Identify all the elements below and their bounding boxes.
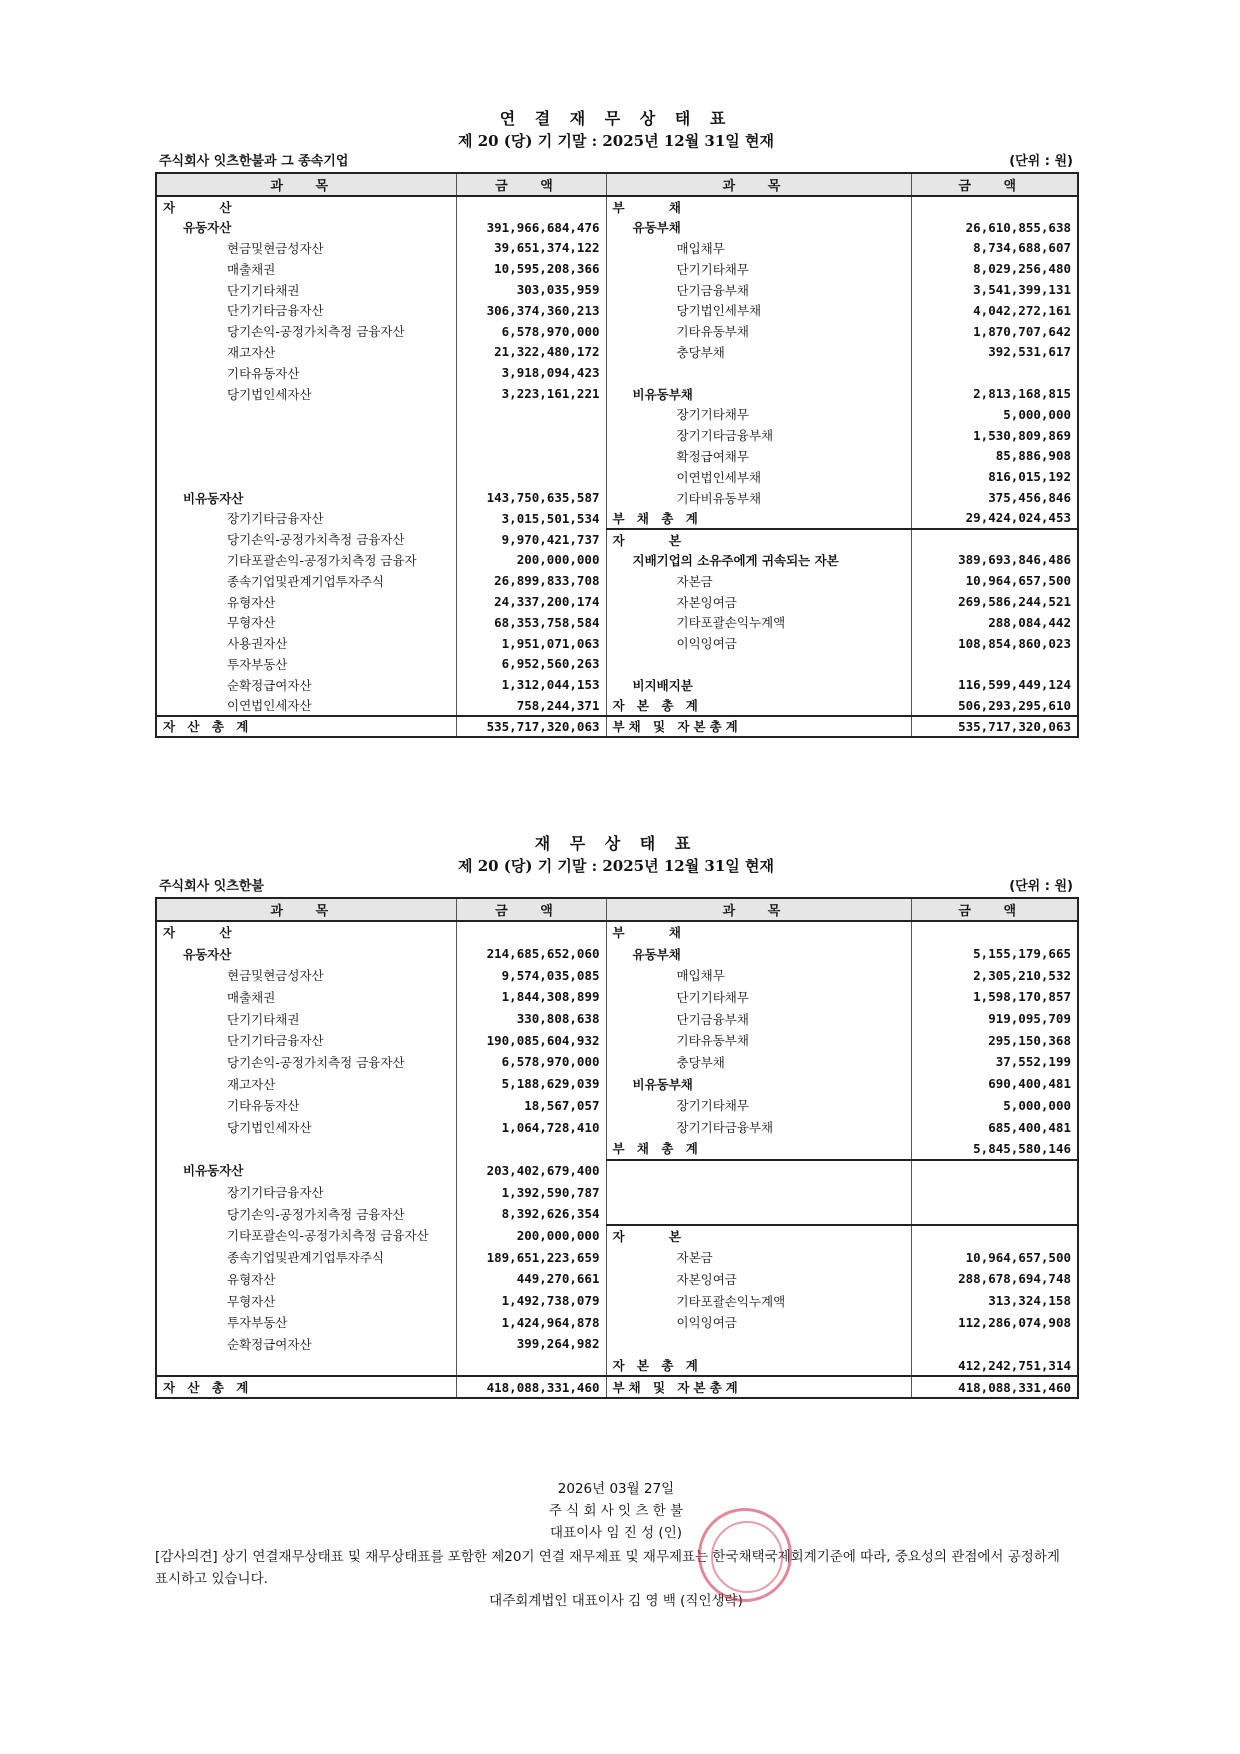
amount-value: 37,552,199	[995, 1054, 1071, 1070]
amount-value: 1,424,964,878	[456, 1311, 606, 1333]
account-name: 사용권자산	[156, 633, 456, 654]
account-name: 이익잉여금	[606, 1311, 911, 1333]
amount-value: 295,150,368	[988, 1032, 1071, 1048]
account-name	[606, 1160, 911, 1182]
ceo-signature: 대표이사 임 진 성 (인)	[549, 1525, 683, 1541]
amount-value: 418,088,331,460	[456, 1376, 606, 1398]
table-row	[156, 279, 1078, 300]
account-name: 기타유동자산	[156, 362, 456, 383]
separate-table	[155, 897, 1079, 1399]
account-name: 무형자산	[156, 612, 456, 633]
table-row	[156, 258, 1078, 279]
account-name: 기타포괄손익누계액	[606, 612, 911, 633]
amount-value	[456, 404, 606, 425]
amount-value: 18,567,057	[456, 1095, 606, 1117]
table-row	[156, 612, 1078, 633]
table-row	[156, 342, 1078, 363]
amount-value: 200,000,000	[456, 1225, 606, 1247]
amount-value: 26,899,833,708	[456, 570, 606, 591]
table-row	[156, 1095, 1078, 1117]
amount-value: 29,424,024,453	[911, 508, 1078, 529]
amount-value	[911, 196, 1078, 217]
amount-value: 535,717,320,063	[911, 716, 1078, 737]
amount-value: 506,293,295,610	[958, 697, 1071, 713]
table-row	[156, 1246, 1078, 1268]
account-name	[156, 466, 456, 487]
account-name: 자 본 총 계	[606, 695, 911, 716]
account-name	[156, 1355, 456, 1377]
table-row	[156, 964, 1078, 986]
account-name: 지배기업의 소유주에게 귀속되는 자본	[606, 550, 911, 571]
amount-value: 4,042,272,161	[973, 302, 1071, 318]
amount-value: 389,693,846,486	[958, 552, 1071, 568]
account-name: 부 채 총 계	[606, 508, 911, 529]
table-row	[156, 1311, 1078, 1333]
account-name: 단기금융부채	[606, 279, 911, 300]
consolidated-company: 주식회사 잇츠한불과 그 종속기업	[159, 154, 349, 169]
table-row	[156, 1160, 1078, 1182]
account-name: 기타포괄손익-공정가치측정 금융자산	[156, 1225, 456, 1247]
amount-value: 2,305,210,532	[973, 967, 1071, 983]
account-name: 순확정급여자산	[156, 674, 456, 695]
consolidated-body	[156, 196, 1078, 737]
amount-value	[456, 1138, 606, 1160]
amount-value: 214,685,652,060	[456, 943, 606, 965]
account-name: 단기기타채무	[606, 258, 911, 279]
table-row	[156, 446, 1078, 467]
account-name: 유동부채	[606, 217, 911, 238]
table-row	[156, 1029, 1078, 1051]
account-name: 장기기타금융자산	[156, 508, 456, 529]
table-row	[156, 300, 1078, 321]
account-name: 자본잉여금	[606, 1268, 911, 1290]
table-row	[156, 1116, 1078, 1138]
table-row	[156, 238, 1078, 259]
amount-value: 6,578,970,000	[456, 1051, 606, 1073]
account-name: 현금및현금성자산	[156, 238, 456, 259]
amount-value: 391,966,684,476	[456, 217, 606, 238]
separate-company: 주식회사 잇츠한불	[159, 879, 264, 894]
amount-value: 330,808,638	[456, 1008, 606, 1030]
table-row	[156, 550, 1078, 571]
table-row	[156, 217, 1078, 238]
amount-value: 5,155,179,665	[973, 946, 1071, 962]
amount-value	[456, 446, 606, 467]
account-name	[606, 1203, 911, 1225]
amount-value: 1,870,707,642	[973, 323, 1071, 339]
separate-meta	[155, 877, 1077, 897]
table-row	[156, 1355, 1078, 1377]
table-row	[156, 362, 1078, 383]
amount-value: 9,574,035,085	[456, 964, 606, 986]
account-name: 비유동자산	[156, 1160, 456, 1182]
table-row	[156, 695, 1078, 716]
account-name: 충당부채	[606, 342, 911, 363]
amount-value: 392,531,617	[988, 344, 1071, 360]
account-name: 부 채 총 계	[606, 1138, 911, 1160]
account-name	[156, 404, 456, 425]
consolidated-meta	[155, 152, 1077, 172]
account-name	[606, 1181, 911, 1203]
account-name: 이연법인세부채	[606, 466, 911, 487]
amount-value: 288,678,694,748	[958, 1271, 1071, 1287]
account-name: 당기손익-공정가치측정 금융자산	[156, 1051, 456, 1073]
account-name: 비유동부채	[606, 1073, 911, 1095]
amount-value	[456, 921, 606, 943]
table-row	[156, 570, 1078, 591]
amount-value: 68,353,758,584	[456, 612, 606, 633]
amount-value: 5,000,000	[1003, 1097, 1071, 1113]
amount-value: 313,324,158	[988, 1293, 1071, 1309]
amount-value: 5,845,580,146	[911, 1138, 1078, 1160]
amount-value: 306,374,360,213	[456, 300, 606, 321]
amount-value: 1,492,738,079	[456, 1290, 606, 1312]
auditor-signature: 대주회계법인 대표이사 김 영 백 (직인생략)	[489, 1593, 743, 1609]
amount-value: 816,015,192	[988, 469, 1071, 485]
consolidated-subtitle: 제 20 (당) 기 기말 : 2025년 12월 31일 현재	[457, 132, 774, 150]
amount-value: 1,844,308,899	[456, 986, 606, 1008]
company-seal-inner	[711, 1521, 783, 1593]
header-account: 과 목	[156, 173, 456, 196]
account-name: 당기법인세부채	[606, 300, 911, 321]
total-row	[156, 1376, 1078, 1398]
amount-value: 412,242,751,314	[958, 1357, 1071, 1373]
table-row	[156, 1333, 1078, 1355]
table-row	[156, 1073, 1078, 1095]
amount-value: 10,964,657,500	[965, 573, 1071, 589]
table-row	[156, 1008, 1078, 1030]
table-row	[156, 383, 1078, 404]
account-name: 자본금	[606, 570, 911, 591]
table-row	[156, 654, 1078, 675]
amount-value: 1,064,728,410	[456, 1116, 606, 1138]
amount-value	[456, 466, 606, 487]
account-name: 매입채무	[606, 964, 911, 986]
table-row	[156, 529, 1078, 550]
table-row	[156, 321, 1078, 342]
separate-unit: (단위 : 원)	[1009, 879, 1073, 894]
amount-value	[911, 362, 1078, 383]
account-name: 매입채무	[606, 238, 911, 259]
amount-value: 10,964,657,500	[965, 1249, 1071, 1265]
account-name: 유동부채	[606, 943, 911, 965]
amount-value: 8,392,626,354	[456, 1203, 606, 1225]
account-name: 자 본 총 계	[606, 1355, 911, 1377]
account-name: 투자부동산	[156, 654, 456, 675]
amount-value: 2,813,168,815	[973, 386, 1071, 402]
account-name: 현금및현금성자산	[156, 964, 456, 986]
account-name: 이연법인세자산	[156, 695, 456, 716]
amount-value: 200,000,000	[456, 550, 606, 571]
account-name	[606, 654, 911, 675]
account-name: 기타비유동부채	[606, 487, 911, 508]
amount-value: 3,223,161,221	[456, 383, 606, 404]
account-name: 기타유동부채	[606, 1029, 911, 1051]
amount-value: 108,854,860,023	[958, 635, 1071, 651]
account-name: 이익잉여금	[606, 633, 911, 654]
amount-value: 1,312,044,153	[456, 674, 606, 695]
table-row	[156, 921, 1078, 943]
amount-value: 10,595,208,366	[456, 258, 606, 279]
account-name: 당기손익-공정가치측정 금융자산	[156, 1203, 456, 1225]
account-name: 부 채	[606, 196, 911, 217]
account-name: 당기법인세자산	[156, 383, 456, 404]
header-account: 과 목	[606, 173, 911, 196]
table-row	[156, 1290, 1078, 1312]
header-amount: 금 액	[456, 898, 606, 921]
table-row	[156, 986, 1078, 1008]
company-name: 주 식 회 사 잇 츠 한 불	[548, 1503, 684, 1519]
amount-value: 9,970,421,737	[456, 529, 606, 550]
account-name: 당기법인세자산	[156, 1116, 456, 1138]
account-name: 자본잉여금	[606, 591, 911, 612]
header-account: 과 목	[156, 898, 456, 921]
account-name: 당기손익-공정가치측정 금융자산	[156, 529, 456, 550]
header-amount: 금 액	[911, 173, 1078, 196]
table-row	[156, 1225, 1078, 1247]
amount-value: 189,651,223,659	[456, 1246, 606, 1268]
account-name	[606, 1333, 911, 1355]
amount-value: 24,337,200,174	[456, 591, 606, 612]
table-row	[156, 508, 1078, 529]
amount-value: 8,029,256,480	[973, 261, 1071, 277]
table-row	[156, 1268, 1078, 1290]
amount-value	[911, 529, 1078, 550]
table-row	[156, 404, 1078, 425]
amount-value: 690,400,481	[988, 1076, 1071, 1092]
account-name	[156, 1138, 456, 1160]
account-name: 유형자산	[156, 591, 456, 612]
amount-value: 919,095,709	[988, 1011, 1071, 1027]
account-name	[156, 446, 456, 467]
amount-value: 6,952,560,263	[456, 654, 606, 675]
table-row	[156, 943, 1078, 965]
separate-subtitle: 제 20 (당) 기 기말 : 2025년 12월 31일 현재	[457, 857, 774, 875]
amount-value	[911, 1160, 1078, 1182]
amount-value	[911, 654, 1078, 675]
account-name: 단기금융부채	[606, 1008, 911, 1030]
table-row	[156, 633, 1078, 654]
account-name: 매출채권	[156, 986, 456, 1008]
account-name: 단기기타금융자산	[156, 300, 456, 321]
amount-value: 535,717,320,063	[456, 716, 606, 737]
account-name	[156, 425, 456, 446]
company-seal-stamp	[698, 1508, 792, 1602]
account-name: 투자부동산	[156, 1311, 456, 1333]
account-name: 장기기타금융자산	[156, 1181, 456, 1203]
amount-value	[911, 921, 1078, 943]
table-row	[156, 1138, 1078, 1160]
amount-value: 26,610,855,638	[965, 219, 1071, 235]
amount-value	[911, 1225, 1078, 1247]
table-row	[156, 1203, 1078, 1225]
amount-value	[911, 1181, 1078, 1203]
amount-value: 6,578,970,000	[456, 321, 606, 342]
amount-value	[911, 1203, 1078, 1225]
account-name: 비지배지분	[606, 674, 911, 695]
amount-value: 1,530,809,869	[973, 427, 1071, 443]
account-name: 자본금	[606, 1246, 911, 1268]
table-row	[156, 487, 1078, 508]
amount-value: 5,000,000	[1003, 406, 1071, 422]
amount-value	[456, 196, 606, 217]
account-name: 자 산 총 계	[156, 1376, 456, 1398]
account-name: 매출채권	[156, 258, 456, 279]
consolidated-unit: (단위 : 원)	[1009, 154, 1073, 169]
amount-value	[911, 1333, 1078, 1355]
amount-value: 5,188,629,039	[456, 1073, 606, 1095]
amount-value: 1,598,170,857	[973, 989, 1071, 1005]
amount-value: 418,088,331,460	[911, 1376, 1078, 1398]
account-name: 장기기타금융부채	[606, 425, 911, 446]
amount-value: 758,244,371	[456, 695, 606, 716]
report-date: 2026년 03월 27일	[557, 1481, 675, 1497]
separate-statement	[155, 833, 1077, 1399]
account-name: 무형자산	[156, 1290, 456, 1312]
amount-value: 3,015,501,534	[456, 508, 606, 529]
amount-value: 85,886,908	[995, 448, 1071, 464]
account-name: 장기기타채무	[606, 404, 911, 425]
header-amount: 금 액	[911, 898, 1078, 921]
account-name: 자 본	[606, 1225, 911, 1247]
account-name: 유동자산	[156, 217, 456, 238]
amount-value: 143,750,635,587	[456, 487, 606, 508]
table-row	[156, 1181, 1078, 1203]
consolidated-title: 연 결 재 무 상 태 표	[499, 109, 733, 128]
amount-value: 203,402,679,400	[456, 1160, 606, 1182]
table-row	[156, 466, 1078, 487]
account-name	[606, 362, 911, 383]
account-name: 기타포괄손익누계액	[606, 1290, 911, 1312]
separate-title: 재 무 상 태 표	[534, 834, 698, 853]
account-name: 재고자산	[156, 342, 456, 363]
table-row	[156, 674, 1078, 695]
account-name: 유동자산	[156, 943, 456, 965]
account-name: 당기손익-공정가치측정 금융자산	[156, 321, 456, 342]
audit-opinion: [감사의견] 상기 연결재무상태표 및 재무상태표를 포함한 제20기 연결 재무제표 및 재무제표는 한국채택국제회계기준에 따라, 중요성의 관점에서 공정하게 표시하고 있습니다.	[155, 1549, 1060, 1587]
amount-value: 190,085,604,932	[456, 1029, 606, 1051]
consolidated-statement	[155, 108, 1077, 738]
amount-value: 685,400,481	[988, 1119, 1071, 1135]
amount-value: 399,264,982	[456, 1333, 606, 1355]
account-name: 자 본	[606, 529, 911, 550]
account-name: 유형자산	[156, 1268, 456, 1290]
amount-value	[456, 425, 606, 446]
account-name: 충당부채	[606, 1051, 911, 1073]
table-row	[156, 1051, 1078, 1073]
amount-value: 21,322,480,172	[456, 342, 606, 363]
amount-value: 1,951,071,063	[456, 633, 606, 654]
account-name: 단기기타채권	[156, 279, 456, 300]
total-row	[156, 716, 1078, 737]
amount-value: 288,084,442	[988, 614, 1071, 630]
amount-value: 375,456,846	[988, 490, 1071, 506]
amount-value: 303,035,959	[456, 279, 606, 300]
amount-value: 269,586,244,521	[958, 594, 1071, 610]
account-name: 종속기업및관계기업투자주식	[156, 1246, 456, 1268]
account-name: 비유동부채	[606, 383, 911, 404]
separate-body	[156, 921, 1078, 1398]
account-name: 단기기타채권	[156, 1008, 456, 1030]
table-row	[156, 196, 1078, 217]
account-name: 자 산 총 계	[156, 716, 456, 737]
amount-value: 1,392,590,787	[456, 1181, 606, 1203]
account-name: 확정급여채무	[606, 446, 911, 467]
header-account: 과 목	[606, 898, 911, 921]
account-name: 자 산	[156, 196, 456, 217]
account-name: 장기기타채무	[606, 1095, 911, 1117]
account-name: 단기기타금융자산	[156, 1029, 456, 1051]
amount-value: 8,734,688,607	[973, 240, 1071, 256]
account-name: 자 산	[156, 921, 456, 943]
amount-value: 116,599,449,124	[958, 677, 1071, 693]
account-name: 기타유동자산	[156, 1095, 456, 1117]
amount-value: 112,286,074,908	[958, 1314, 1071, 1330]
table-row	[156, 591, 1078, 612]
amount-value	[456, 1355, 606, 1377]
table-row	[156, 425, 1078, 446]
signature-block	[155, 1478, 1077, 1612]
account-name: 재고자산	[156, 1073, 456, 1095]
account-name: 장기기타금융부채	[606, 1116, 911, 1138]
header-amount: 금 액	[456, 173, 606, 196]
account-name: 기타포괄손익-공정가치측정 금융자	[156, 550, 456, 571]
account-name: 부 채	[606, 921, 911, 943]
account-name: 종속기업및관계기업투자주식	[156, 570, 456, 591]
separate-header-row	[156, 898, 1078, 921]
amount-value: 3,918,094,423	[456, 362, 606, 383]
account-name: 비유동자산	[156, 487, 456, 508]
amount-value: 449,270,661	[456, 1268, 606, 1290]
account-name: 기타유동부채	[606, 321, 911, 342]
account-name: 순확정급여자산	[156, 1333, 456, 1355]
account-name: 부채 및 자본총계	[606, 716, 911, 737]
consolidated-header-row	[156, 173, 1078, 196]
amount-value: 3,541,399,131	[973, 282, 1071, 298]
account-name: 부채 및 자본총계	[606, 1376, 911, 1398]
consolidated-table	[155, 172, 1079, 738]
amount-value: 39,651,374,122	[456, 238, 606, 259]
account-name: 단기기타채무	[606, 986, 911, 1008]
